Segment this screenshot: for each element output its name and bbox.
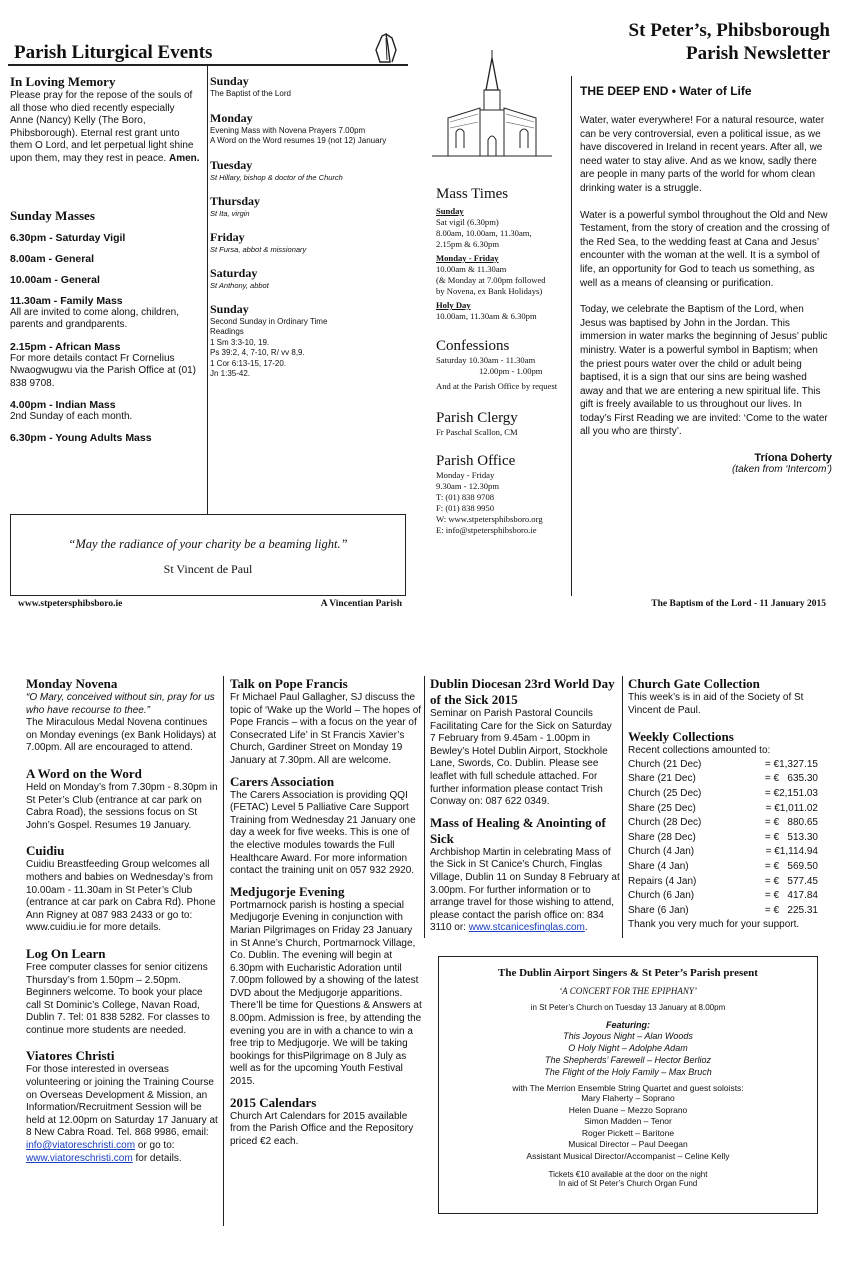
- event-day: Monday: [210, 110, 253, 125]
- masses-list: [10, 232, 205, 444]
- confessions-line-2: 12.00pm - 1.00pm: [479, 366, 543, 376]
- event-line: Evening Mass with Novena Prayers 7.00pm: [210, 125, 366, 135]
- mass-title: 11.30am - Family Mass: [10, 295, 123, 307]
- section-text-main: For those interested in overseas volunteering or joining the Training Course on Overseas Development & Mission, an Information/Recruitment Session will be held at 12.00pm on Saturday 17 January at 8 New Cabra Road. Tel. 868 9986, email:: [26, 1064, 218, 1139]
- concert-tickets: Tickets €10 available at the door on the night: [548, 1170, 708, 1179]
- mass-times-label: Holy Day: [436, 300, 471, 310]
- section-heading: Talk on Pope Francis: [230, 676, 348, 691]
- praying-hands-icon: [366, 32, 406, 66]
- collection-label: Church (21 Dec): [628, 758, 702, 770]
- section-heading: Log On Learn: [26, 945, 106, 961]
- mass-title: 8.00am - General: [10, 253, 95, 265]
- concert-piece: This Joyous Night – Alan Woods: [563, 1031, 693, 1041]
- deep-end-source: (taken from ‘Intercom’): [731, 464, 832, 476]
- website-link[interactable]: www.stcanicesfinglas.com: [468, 922, 585, 934]
- office-heading: Parish Office: [436, 453, 516, 469]
- collection-label: Share (6 Jan): [628, 904, 689, 916]
- section-text: The Carers Association is providing QQI (FETAC) Level 5 Palliative Care Support Training from Wednesday 21 January one day a week for five weeks. This is one of the elective modules towards the Full Healthcare Award. For more information contact the training unit on 057 932 2920.: [230, 789, 416, 877]
- column-divider: [207, 66, 208, 514]
- confessions-line-1: Saturday 10.30am - 11.30am: [436, 355, 536, 365]
- collections-column: [628, 676, 818, 932]
- event-line: Ps 39:2, 4, 7-10, R/ vv 8,9.: [210, 348, 305, 357]
- event-line: Jn 1:35-42.: [210, 369, 251, 378]
- section-text: [26, 717, 218, 755]
- concert-piece: The Shepherds’ Farewell – Hector Berlioz: [544, 1055, 712, 1065]
- mass-times-label: Sunday: [436, 206, 464, 216]
- section-heading: 2015 Calendars: [230, 1094, 317, 1110]
- mass-title: 10.00am - General: [10, 274, 100, 286]
- collection-label: Share (4 Jan): [628, 860, 689, 872]
- office-line: 9.30am - 12.30pm: [436, 481, 500, 491]
- office-lines: [436, 470, 581, 536]
- event-line: Readings: [210, 327, 244, 336]
- collection-amount: = € 577.45: [764, 875, 818, 887]
- section-heading: Monday Novena: [26, 676, 118, 691]
- collection-row: [628, 845, 818, 860]
- memory-text: Please pray for the repose of the souls of all those who died recently especially Anne (Nancy) Kelly (The Boro, Phibsborough). Eternal rest grant unto them O Lord, and let perpetual light shine upon them, may they rest in peace.: [10, 90, 194, 164]
- event-line: Second Sunday in Ordinary Time: [210, 316, 328, 326]
- bottom-column-2: [230, 670, 422, 1148]
- event-day: Thursday: [210, 193, 261, 208]
- section-text: [26, 782, 218, 832]
- footer-vincentian: A Vincentian Parish: [320, 599, 402, 609]
- collection-amount: = € 513.30: [764, 831, 818, 843]
- collection-row: [628, 904, 818, 919]
- mass-times-line: 10.00am, 11.30am & 6.30pm: [436, 311, 537, 321]
- concert-soloist: Helen Duane – Mezzo Soprano: [568, 1104, 688, 1115]
- concert-featuring: Featuring:: [606, 1020, 650, 1030]
- collection-row: [628, 860, 818, 875]
- confessions: [436, 338, 576, 392]
- collection-label: Church (6 Jan): [628, 890, 695, 902]
- section-heading: Viatores Christi: [26, 1048, 115, 1064]
- event-day: Saturday: [210, 265, 258, 280]
- deep-end-paragraph: Water is a powerful symbol throughout the Old and New Testament, from the story of creation and the crossing of the Red Sea, to the wedding feast at Cana and Jesus’ encounter with the woman at the well. It is a symbol of life, an opportunity for God to teach us something, as well as a means of cleansing or purification.: [580, 209, 830, 289]
- parish-clergy: [436, 410, 576, 438]
- section-text-main: Seminar on Parish Pastoral Councils Facilitating Care for the Sick on Saturday 7 February from 9.45am - 1.00pm in Bewley’s Hotel Dublin Airport, Stockhole Lane, Swords, Co. Dublin. Please see leaflet with full schedule attached. For further information please contact Trish Conway on: 087 622 0349.: [430, 708, 612, 808]
- mass-note: 2nd Sunday of each month.: [10, 411, 133, 423]
- concert-subtitle: ‘A CONCERT FOR THE EPIPHANY’: [559, 986, 697, 996]
- mass-title: 6.30pm - Young Adults Mass: [10, 432, 152, 445]
- collection-amount: = €1,327.15: [764, 758, 818, 770]
- liturgical-events-title: Parish Liturgical Events: [14, 42, 213, 63]
- masses-heading: Sunday Masses: [10, 208, 95, 223]
- collection-row: [628, 831, 818, 846]
- newsletter-footer-date: The Baptism of the Lord - 11 January 2015: [651, 599, 826, 609]
- mass-times-line: (& Monday at 7.00pm followed: [436, 275, 546, 285]
- collection-amount: = €1,011.02: [765, 802, 818, 814]
- collection-table: [628, 758, 818, 919]
- mass-times-line: 2.15pm & 6.30pm: [436, 239, 500, 249]
- event-line: St Hillary, bishop & doctor of the Church: [210, 172, 343, 182]
- collection-amount: = € 635.30: [764, 773, 818, 785]
- section-heading: A Word on the Word: [26, 765, 142, 781]
- collection-amount: = €2,151.03: [764, 787, 818, 799]
- quote-box: [10, 514, 406, 596]
- email-link[interactable]: info@viatoreschristi.com: [26, 1140, 136, 1152]
- clergy-name: Fr Paschal Scallon, CM: [436, 427, 518, 437]
- deep-end-paragraph: Today, we celebrate the Baptism of the Lord, when Jesus was baptised by John in the Jordan. This immersion in water marks the beginning of Jesus’ public ministry. Water is a powerful symbol in Baptism; when the priest pours water over the child or adult being baptised, it is a sign that our sins are being washed away and that we are entering a new spiritual life. This gift is freely available to us throughout our lives. In today’s First Reading we are invited: ‘Come to the water all you who are thirsty’.: [580, 304, 828, 438]
- collection-amount: = €1,114.94: [765, 846, 818, 858]
- event-line: St Fursa, abbot & missionary: [210, 244, 307, 254]
- office-line: T: (01) 838 9708: [436, 492, 495, 502]
- bottom-divider-3: [622, 676, 623, 938]
- concert-piece: O Holy Night – Adolphe Adam: [568, 1043, 688, 1053]
- clergy-heading: Parish Clergy: [436, 410, 518, 426]
- mass-title: 6.30pm - Saturday Vigil: [10, 232, 126, 244]
- event-line: A Word on the Word resumes 19 (not 12) January: [210, 136, 387, 145]
- collection-row: [628, 889, 818, 904]
- collection-amount: = € 225.31: [764, 904, 818, 916]
- section-text-main: Held on Monday’s from 7.30pm - 8.30pm in St Peter’s Club (entrance at car park on Cabra Road), the sessions focus on St John’s Gospel. Resumes 19 January.: [26, 781, 218, 831]
- concert-soloist: Mary Flaherty – Soprano: [581, 1093, 675, 1103]
- section-text: [26, 962, 218, 1038]
- top-right-page: [428, 18, 836, 613]
- sunday-masses: [10, 208, 205, 444]
- mass-times-heading: Mass Times: [436, 186, 509, 202]
- concert-aid: In aid of St Peter’s Church Organ Fund: [558, 1179, 698, 1188]
- gate-collection-heading: Church Gate Collection: [628, 676, 760, 691]
- event-day: Sunday: [210, 74, 249, 88]
- church-illustration: [432, 48, 552, 158]
- concert-soloists: [439, 1093, 817, 1162]
- event-line: 1 Cor 6:13-15, 17-20.: [210, 358, 287, 368]
- collection-label: Church (4 Jan): [628, 846, 695, 858]
- mass-times-line: Sat vigil (6.30pm): [436, 217, 499, 227]
- mass-times-line: by Novena, ex Bank Holidays): [436, 286, 543, 296]
- collection-label: Church (25 Dec): [628, 787, 702, 799]
- section-text-end: for details.: [132, 1152, 182, 1164]
- concert-soloist: Roger Pickett – Baritone: [581, 1127, 675, 1138]
- bottom-column-3: [430, 670, 620, 935]
- collection-row: [628, 758, 818, 773]
- office-line: F: (01) 838 9950: [436, 503, 495, 513]
- event-line: The Baptist of the Lord: [210, 89, 291, 98]
- confessions-heading: Confessions: [436, 338, 510, 354]
- section-text-main: Cuidiu Breastfeeding Group welcomes all mothers and babies on Wednesday’s from 10.00am - 11.30am in St Peter’s Club (entrance at car park on Cabra Rd). Phone Ann Rigney at 087 983 2433 or go to: www.cuidiu.ie for more details.: [26, 859, 216, 934]
- collection-label: Church (28 Dec): [628, 817, 702, 829]
- memory-amen: Amen.: [168, 152, 200, 164]
- mass-times-line: 8.00am, 10.00am, 11.30am,: [436, 228, 532, 238]
- memory-heading: In Loving Memory: [10, 74, 116, 89]
- concert-pieces: [439, 1030, 817, 1078]
- section-text-mid: or go to:: [135, 1140, 175, 1152]
- deep-end-author: Tríona Doherty: [754, 452, 832, 465]
- deep-end-heading: THE DEEP END • Water of Life: [580, 84, 752, 98]
- section-text-main: Archbishop Martin in celebrating Mass of the Sick in St Canice’s Church, Finglas Village, Dublin 11 on Sunday 8 February at 3.00pm. For further information or to arrange travel for those wishing to attend, please contact the parish office on: 834 3110 or:: [430, 846, 620, 934]
- footer-url[interactable]: www.stpetersphibsboro.ie: [18, 599, 123, 609]
- event-line: 1 Sm 3:3-10, 19.: [210, 337, 270, 347]
- event-line: St Anthony, abbot: [210, 280, 269, 290]
- right-column-divider: [571, 76, 572, 596]
- memory-section: [10, 74, 200, 166]
- mass-note: All are invited to come along, children, parents and grandparents.: [10, 307, 179, 331]
- vincent-quote: “May the radiance of your charity be a beaming light.”: [68, 537, 348, 551]
- section-text: Portmarnock parish is hosting a special Medjugorje Evening in conjunction with Marian Pilgrimages on Friday 23 January in St Anne’s Church, Portmarnock Village, Co. Dublin. The evening will begin at 6.30pm with Eucharistic Adoration until 7.00pm followed by a showing of the latest DVD about the Medjugorje apparitions. There’ll be time for Questions & Answers at 8.00pm. Admission is free, by attending the evening you are in with a chance to win a free trip to Medjugorje. We will be taking bookings for thisPilgrimage on 8 July as well as for the upcoming Youth Festival 2015.: [230, 899, 422, 1088]
- section-text-main: The Miraculous Medal Novena continues on Monday evenings (ex Bank Holidays) at 7.00pm. All are encouraged to attend.: [26, 717, 217, 754]
- newsletter-title-1: St Peter’s, Phibsborough: [628, 20, 830, 41]
- office-line[interactable]: E: info@stpetersphibsboro.ie: [436, 525, 537, 535]
- confessions-line-3: And at the Parish Office by request: [436, 381, 558, 391]
- top-left-page: [8, 38, 410, 613]
- mass-note: For more details contact Fr Cornelius Nwaogwugwu via the Parish Office at (01) 838 9708.: [10, 352, 197, 389]
- collection-label: Repairs (4 Jan): [628, 875, 697, 887]
- concert-soloist: Assistant Musical Director/Accompanist – Celine Kelly: [526, 1150, 730, 1161]
- mass-times-line: 10.00am & 11.30am: [436, 264, 507, 274]
- parish-office: [436, 453, 581, 536]
- concert-piece: The Flight of the Holy Family – Max Bruch: [544, 1067, 712, 1077]
- office-line: Monday - Friday: [436, 470, 495, 480]
- gate-collection-text: This week’s is in aid of the Society of St Vincent de Paul.: [628, 692, 804, 716]
- event-day: Sunday: [210, 301, 249, 316]
- concert-where: in St Peter’s Church on Tuesday 13 January at 8.00pm: [530, 1003, 726, 1012]
- concert-soloist: Musical Director – Paul Deegan: [568, 1139, 688, 1149]
- mass-times: [436, 186, 576, 322]
- collection-amount: = € 417.84: [764, 890, 818, 902]
- section-heading: Medjugorje Evening: [230, 883, 345, 899]
- section-text: Church Art Calendars for 2015 available from the Parish Office and the Repository priced €2 each.: [230, 1110, 414, 1147]
- collection-row: [628, 875, 818, 890]
- collection-row: [628, 816, 818, 831]
- bottom-divider-1: [223, 676, 224, 1226]
- office-line[interactable]: W: www.stpetersphibsboro.org: [436, 514, 543, 524]
- section-heading: Dublin Diocesan 23rd World Day of the Sick 2015: [430, 676, 615, 707]
- collection-label: Share (21 Dec): [628, 773, 696, 785]
- event-line: St Ita, virgin: [210, 208, 250, 218]
- deep-end-paragraphs: [580, 114, 832, 439]
- section-text-end: .: [584, 922, 588, 934]
- deep-end-article: [580, 84, 832, 475]
- quote-author: St Vincent de Paul: [163, 562, 253, 576]
- concert-title: The Dublin Airport Singers & St Peter’s Parish present: [498, 967, 758, 979]
- section-italic: “O Mary, conceived without sin, pray for us who have recourse to thee.”: [26, 692, 215, 716]
- collection-label: Share (25 Dec): [628, 802, 696, 814]
- collection-amount: = € 569.50: [764, 860, 818, 872]
- deep-end-paragraph: Water, water everywhere! For a natural resource, water can be very controversial, even a political issue, as we have discovered in Ireland in recent years. After all, we need water to stay alive. And as we know, sadly there are people in many parts of the world for whom clean drinking water is a struggle.: [580, 115, 825, 194]
- mass-title: 2.15pm - African Mass: [10, 340, 121, 353]
- events-list: [210, 64, 406, 380]
- collection-row: [628, 772, 818, 787]
- mass-times-label: Monday - Friday: [436, 253, 499, 263]
- section-text: [26, 1064, 218, 1165]
- collection-row: [628, 787, 818, 802]
- section-text: [430, 708, 620, 809]
- section-text-main: Free computer classes for senior citizens Thursday’s from 1.50pm – 2.50pm. Beginners welcome. To book your place call St Dominic’s College, Navan Road, Dublin 7. Tel: 01 838 5282. For classes to continue more students are needed.: [26, 961, 210, 1036]
- weekly-collections-intro: Recent collections amounted to:: [628, 745, 771, 757]
- newsletter-title-2: Parish Newsletter: [685, 43, 830, 64]
- weekly-collections-heading: Weekly Collections: [628, 729, 734, 745]
- section-heading: Mass of Healing & Anointing of Sick: [430, 814, 606, 846]
- section-text: [430, 847, 620, 935]
- concert-soloist: Simon Madden – Tenor: [584, 1116, 672, 1126]
- section-text: Fr Michael Paul Gallagher, SJ discuss the topic of ‘Wake up the World – The hopes of Pope Francis – with a focus on the year of Consecrated Life’ in St Francis Xavier’s Church, Gardiner Street on Monday 19 January at 7.30pm. All are welcome.: [230, 692, 422, 766]
- mass-times-groups: [436, 206, 576, 322]
- section-text: [26, 859, 218, 935]
- memory-text-wrap: [10, 90, 200, 166]
- collection-label: Share (28 Dec): [628, 831, 696, 843]
- bottom-column-1: [26, 676, 218, 1165]
- collection-row: [628, 802, 818, 817]
- concert-with: with The Merrion Ensemble String Quartet and guest soloists:: [512, 1083, 744, 1093]
- website-link[interactable]: www.viatoreschristi.com: [26, 1152, 133, 1164]
- section-heading: Carers Association: [230, 773, 335, 789]
- bottom-page: [20, 676, 820, 1246]
- event-day: Friday: [210, 229, 245, 244]
- concert-box: [438, 956, 818, 1214]
- collections-thanks: Thank you very much for your support.: [628, 919, 800, 931]
- event-day: Tuesday: [210, 157, 253, 172]
- collection-amount: = € 880.65: [764, 817, 818, 829]
- section-heading: Cuidiu: [26, 843, 65, 859]
- bottom-divider-2: [424, 676, 425, 938]
- mass-title: 4.00pm - Indian Mass: [10, 399, 116, 412]
